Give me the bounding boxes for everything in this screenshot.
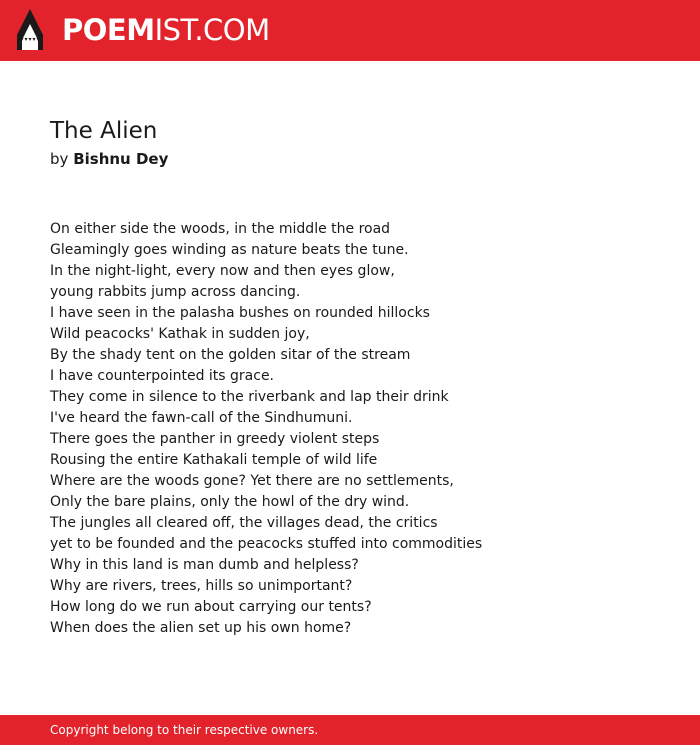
poem-line: They come in silence to the riverbank and lap their drink: [50, 389, 449, 405]
by-label: by: [50, 150, 69, 168]
poem-line: Where are the woods gone? Yet there are no settlements,: [50, 473, 454, 489]
poem-line: There goes the panther in greedy violent steps: [50, 431, 380, 447]
site-footer: [0, 715, 700, 745]
poem-line: Rousing the entire Kathakali temple of wild life: [50, 452, 378, 468]
poem-line: By the shady tent on the golden sitar of the stream: [50, 347, 411, 363]
poem-line: I have counterpointed its grace.: [50, 368, 275, 384]
poem-author: Bishnu Dey: [73, 150, 169, 168]
poem-line: I have seen in the palasha bushes on rounded hillocks: [50, 305, 430, 321]
poem-byline: [50, 149, 168, 169]
poem-line: The jungles all cleared off, the villages dead, the critics: [50, 515, 438, 531]
logo-bold-text: POEM: [62, 13, 155, 47]
poem-line: yet to be founded and the peacocks stuffed into commodities: [50, 536, 483, 552]
poem-line: Why in this land is man dumb and helpless?: [50, 557, 359, 573]
poem-line: I've heard the fawn-call of the Sindhumuni.: [50, 410, 353, 426]
poem-line: young rabbits jump across dancing.: [50, 284, 301, 300]
logo-light-text: IST.COM: [154, 13, 270, 47]
site-header: [0, 0, 700, 61]
poem-line: When does the alien set up his own home?: [50, 620, 352, 636]
pencil-logo-icon[interactable]: [16, 9, 44, 51]
poem-body: [50, 219, 482, 639]
poem-line: Gleamingly goes winding as nature beats the tune.: [50, 242, 409, 258]
copyright-text: Copyright belong to their respective owners.: [50, 723, 319, 737]
poem-title: The Alien: [50, 118, 158, 144]
poem-line: Wild peacocks' Kathak in sudden joy,: [50, 326, 310, 342]
poem-line: In the night-light, every now and then eyes glow,: [50, 263, 395, 279]
site-logo[interactable]: [62, 12, 270, 48]
poem-line: On either side the woods, in the middle the road: [50, 221, 391, 237]
poem-line: Why are rivers, trees, hills so unimportant?: [50, 578, 353, 594]
poem-line: Only the bare plains, only the howl of the dry wind.: [50, 494, 410, 510]
poem-line: How long do we run about carrying our tents?: [50, 599, 372, 615]
